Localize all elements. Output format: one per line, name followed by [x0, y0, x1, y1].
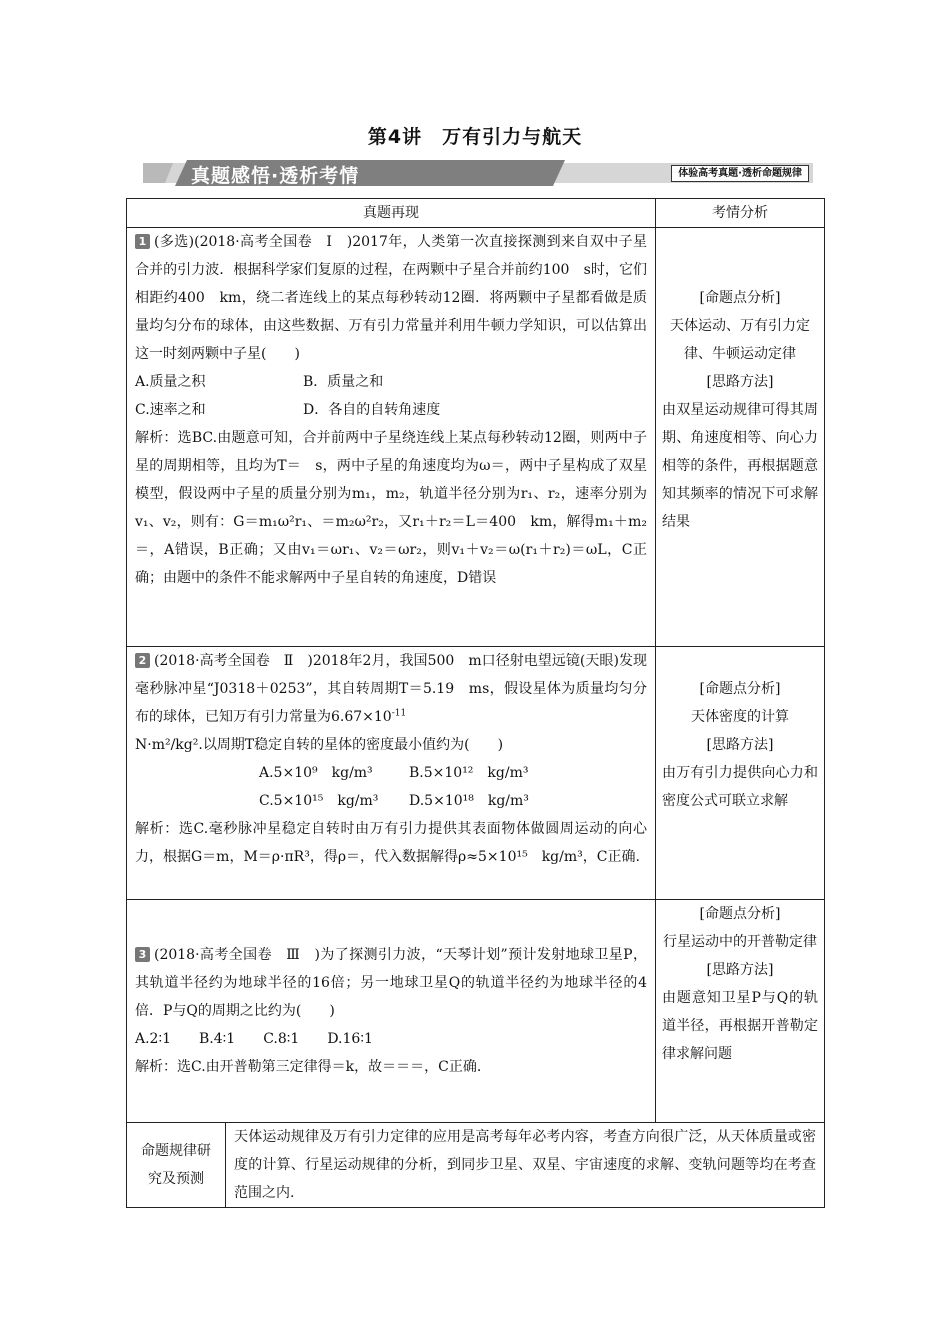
method-label: [思路方法] — [706, 737, 774, 753]
option-b: B．质量之和 — [303, 374, 384, 390]
footer-text: 天体运动规律及万有引力定律的应用是高考每年必考内容，考查方向很广泛，从天体质量或密度的计算、行星运动规律的分析，到同步卫星、双星、宇宙速度的求解、变轨问题等均在考查范围之内. — [226, 1123, 825, 1208]
footer-label: 命题规律研究及预测 — [127, 1123, 226, 1208]
question-number-badge: 1 — [135, 234, 150, 249]
option-c: C.5×10¹⁵ kg/m³ — [259, 793, 379, 809]
exam-table — [126, 198, 825, 1208]
question-3 — [127, 900, 656, 1123]
option-d: D．各自的自转角速度 — [303, 402, 441, 418]
header-analysis: 考情分析 — [656, 199, 825, 228]
analysis-text: 天体密度的计算 — [691, 709, 789, 725]
solution-text: 解析：选C.毫秒脉冲星稳定自转时由万有引力提供其表面物体做圆周运动的向心力，根据G＝m，M＝ρ·πR³，得ρ＝，代入数据解得ρ≈5×10¹⁵ kg/m³，C正确. — [135, 821, 647, 865]
table-row — [127, 647, 825, 900]
option-c: C.速率之和 — [135, 402, 206, 418]
table-row — [127, 228, 825, 647]
question-1 — [127, 228, 656, 647]
question-2 — [127, 647, 656, 900]
exponent: -11 — [391, 708, 407, 719]
section-banner — [143, 160, 813, 186]
table-header-row — [127, 199, 825, 228]
analysis-text: 行星运动中的开普勒定律 — [663, 934, 817, 950]
method-label: [思路方法] — [706, 374, 774, 390]
option-b: B.5×10¹² kg/m³ — [409, 765, 529, 781]
header-questions: 真题再现 — [127, 199, 656, 228]
analysis-label: [命题点分析] — [699, 290, 781, 306]
analysis-label: [命题点分析] — [699, 681, 781, 697]
method-text: 由双星运动规律可得其周期、角速度相等、向心力相等的条件，再根据题意知其频率的情况下可求解结果 — [662, 402, 818, 530]
options-line: A.2∶1 B.4∶1 C.8∶1 D.16∶1 — [135, 1031, 373, 1047]
question-stem-cont: N·m²/kg².以周期T稳定自转的星体的密度最小值约为( ) — [135, 737, 504, 753]
option-a: A.5×10⁹ kg/m³ — [259, 765, 373, 781]
method-label: [思路方法] — [706, 962, 774, 978]
option-d: D.5×10¹⁸ kg/m³ — [409, 793, 529, 809]
analysis-label: [命题点分析] — [699, 906, 781, 922]
analysis-2 — [656, 647, 825, 900]
question-stem: (多选)(2018·高考全国卷 Ⅰ )2017年，人类第一次直接探测到来自双中子星合并的引力波．根据科学家们复原的过程，在两颗中子星合并前约100 s时，它们相距约400 km，绕二者连线上的某点每秒转动12圈．将两颗中子星都看做是质量均匀分布的球体，由这些数据、万有引力常量并利用牛顿力学知识，可以估算出这一时刻两颗中子星( ) — [135, 234, 647, 362]
question-stem: (2018·高考全国卷 Ⅱ )2018年2月，我国500 m口径射电望远镜(天眼)发现毫秒脉冲星“J0318＋0253”，其自转周期T＝5.19 ms，假设星体为质量均匀分布的球体，已知万有引力常量为6.67×10 — [135, 653, 647, 725]
solution-text: 解析：选BC.由题意可知，合并前两中子星绕连线上某点每秒转动12圈，则两中子星的周期相等，且均为T＝ s，两中子星的角速度均为ω＝，两中子星构成了双星模型，假设两中子星的质量分别为m₁，m₂，轨道半径分别为r₁、r₂，速率分别为v₁、v₂，则有：G＝m₁ω²r₁、＝m₂ω²r₂，又r₁＋r₂＝L＝400 km，解得m₁＋m₂＝，A错误，B正确；又由v₁＝ωr₁、v₂＝ωr₂，则v₁＋v₂＝ω(r₁＋r₂)＝ωL，C正确；由题中的条件不能求解两中子星自转的角速度，D错误 — [135, 430, 647, 586]
analysis-1 — [656, 228, 825, 647]
question-number-badge: 2 — [135, 653, 150, 668]
solution-text: 解析：选C.由开普勒第三定律得＝k，故＝＝＝，C正确. — [135, 1059, 482, 1075]
page-title: 第4讲 万有引力与航天 — [367, 126, 583, 148]
analysis-3 — [656, 900, 825, 1123]
analysis-text: 天体运动、万有引力定律、牛顿运动定律 — [670, 318, 810, 362]
banner-subtitle: 体验高考真题·透析命题规律 — [671, 165, 809, 182]
option-a: A.质量之积 — [135, 374, 206, 390]
method-text: 由题意知卫星P与Q的轨道半径，再根据开普勒定律求解问题 — [662, 990, 818, 1062]
question-stem: (2018·高考全国卷 Ⅲ )为了探测引力波，“天琴计划”预计发射地球卫星P，其轨道半径约为地球半径的16倍；另一地球卫星Q的轨道半径约为地球半径的4倍．P与Q的周期之比约为( ) — [135, 947, 647, 1019]
table-row — [127, 1123, 825, 1208]
banner-title: 真题感悟·透析考情 — [191, 165, 360, 187]
table-row — [127, 900, 825, 1123]
method-text: 由万有引力提供向心力和密度公式可联立求解 — [662, 765, 818, 809]
question-number-badge: 3 — [135, 947, 150, 962]
